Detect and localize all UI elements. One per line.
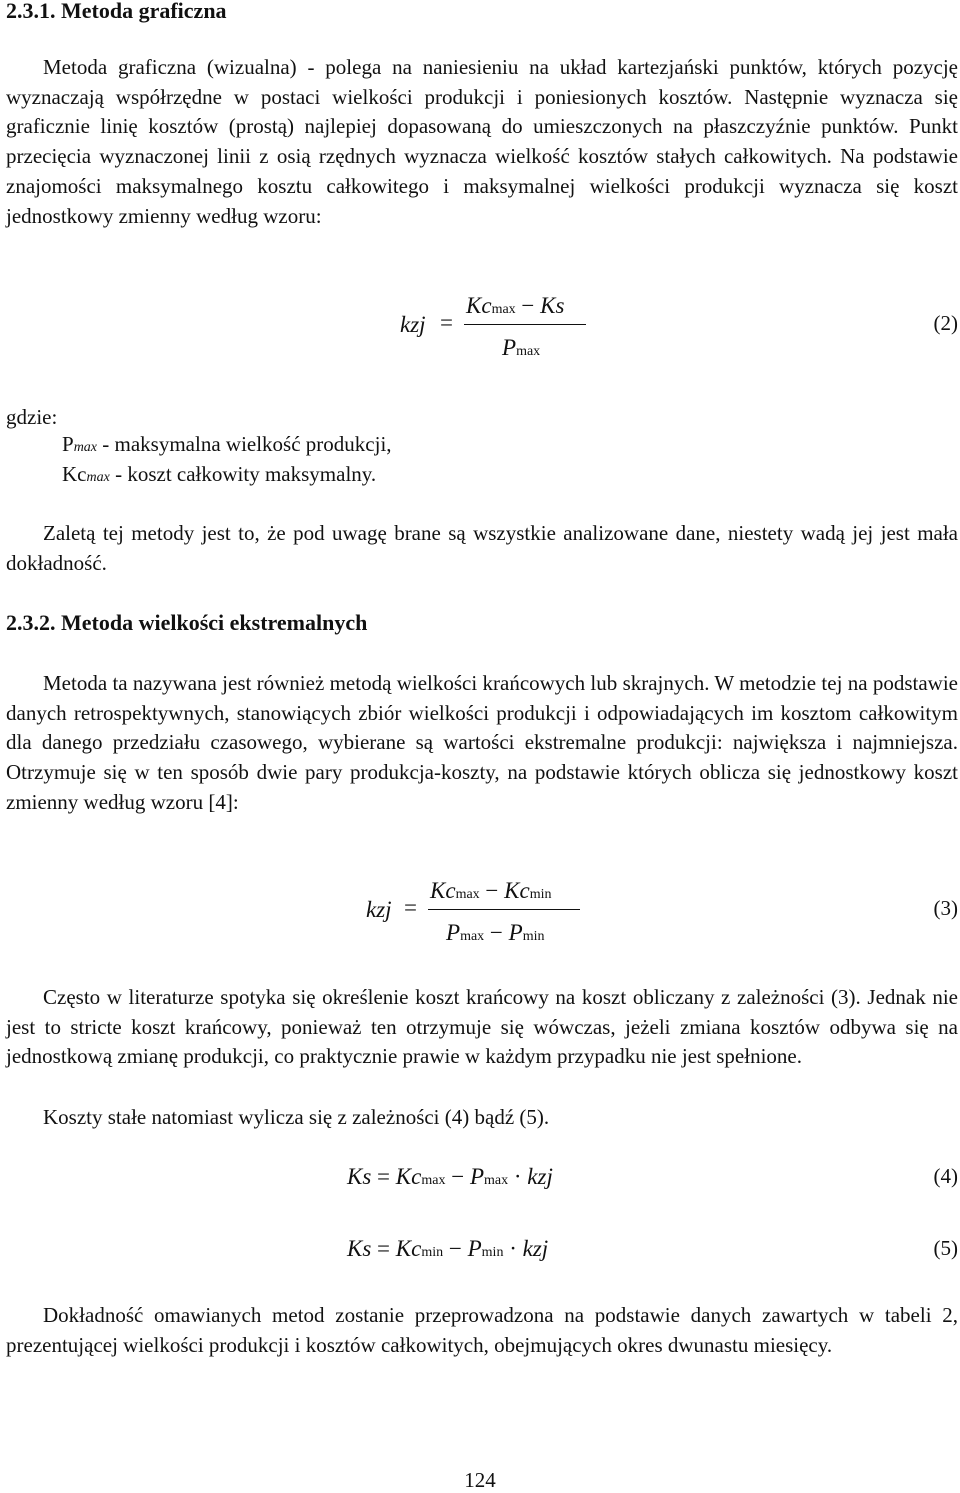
eq2-equals: = [440, 310, 453, 335]
where-label: gdzie: [6, 405, 58, 429]
equation-5 [0, 1234, 960, 1270]
eq5-body: Ks = Kcmin − Pmin · kzj [347, 1236, 549, 1261]
eq3-lhs: kzj [366, 897, 392, 922]
eq3-number: (3) [933, 896, 958, 920]
eq4-number: (4) [933, 1164, 958, 1188]
equation-4 [0, 1162, 960, 1198]
definition-pmax: Pmax - maksymalna wielkość produkcji, [62, 432, 392, 456]
eq2-lhs: kzj [400, 312, 426, 337]
paragraph-graphical-method: Metoda graficzna (wizualna) - polega na naniesieniu na układ kartezjański punktów, których pozycję wyznaczają współrzędne w postaci wielkości produkcji i poniesionych kosztów. Następnie wyznacza się graficznie linię kosztów (prostą) najlepiej dopasowaną do umieszczonych na płaszczyźnie punktów. Punkt przecięcia wyznaczonej linii z osią rzędnych wyznacza wielkość kosztów stałych całkowitych. Na podstawie znajomości maksymalnego kosztu całkowitego i maksymalnej wielkości produkcji wyznacza się koszt jednostkowy zmienny według wzoru: [6, 55, 958, 228]
paragraph-accuracy: Dokładność omawianych metod zostanie przeprowadzona na podstawie danych zawartych w tabeli 2, prezentującej wielkości produkcji i kosztów całkowitych, obejmujących okres dwunastu miesięcy. [6, 1303, 958, 1357]
eq3-numerator: Kcmax − Kcmin [430, 878, 552, 903]
page-number: 124 [464, 1468, 496, 1492]
paragraph-fixed-costs: Koszty stałe natomiast wylicza się z zależności (4) bądź (5). [43, 1105, 550, 1129]
eq3-fraction-bar [428, 909, 580, 910]
eq3-equals: = [404, 895, 417, 920]
definition-kcmax: Kcmax - koszt całkowity maksymalny. [62, 462, 377, 486]
eq2-fraction-bar [464, 324, 586, 325]
eq4-body: Ks = Kcmax − Pmax · kzj [347, 1164, 553, 1189]
eq5-number: (5) [933, 1236, 958, 1260]
paragraph-advantages: Zaletą tej metody jest to, że pod uwagę brane są wszystkie analizowane dane, niestety wadą jej jest mała dokładność. [6, 521, 958, 575]
equation-3 [0, 875, 960, 955]
eq2-denominator: Pmax [502, 335, 541, 360]
paragraph-extreme-method: Metoda ta nazywana jest również metodą wielkości krańcowych lub skrajnych. W metodzie tej na podstawie danych retrospektywnych, stanowiących zbiór wielkości produkcji i odpowiadających im kosztom całkowitym dla danego przedziału czasowego, wybierane są wartości ekstremalne produkcji: największa i najmniejsza. Otrzymuje się w ten sposób dwie pary produkcja-koszty, na podstawie których oblicza się jednostkowy koszt zmienny według wzoru [4]: [6, 671, 958, 814]
paragraph-marginal-cost: Często w literaturze spotyka się określenie koszt krańcowy na koszt obliczany z zależności (3). Jednak nie jest to stricte koszt krańcowy, ponieważ ten otrzymuje się wówczas, jeżeli zmiana kosztów odbywa się na jednostkową zmianę produkcji, co praktycznie prawie w każdym przypadku nie jest spełnione. [6, 985, 958, 1069]
section-heading-2-3-2: 2.3.2. Metoda wielkości ekstremalnych [6, 610, 368, 635]
eq2-number: (2) [933, 311, 958, 335]
section-heading-2-3-1: 2.3.1. Metoda graficzna [6, 0, 227, 23]
eq3-denominator: Pmax − Pmin [446, 920, 545, 945]
eq2-numerator: Kcmax − Ks [466, 293, 565, 318]
equation-2 [0, 290, 960, 370]
